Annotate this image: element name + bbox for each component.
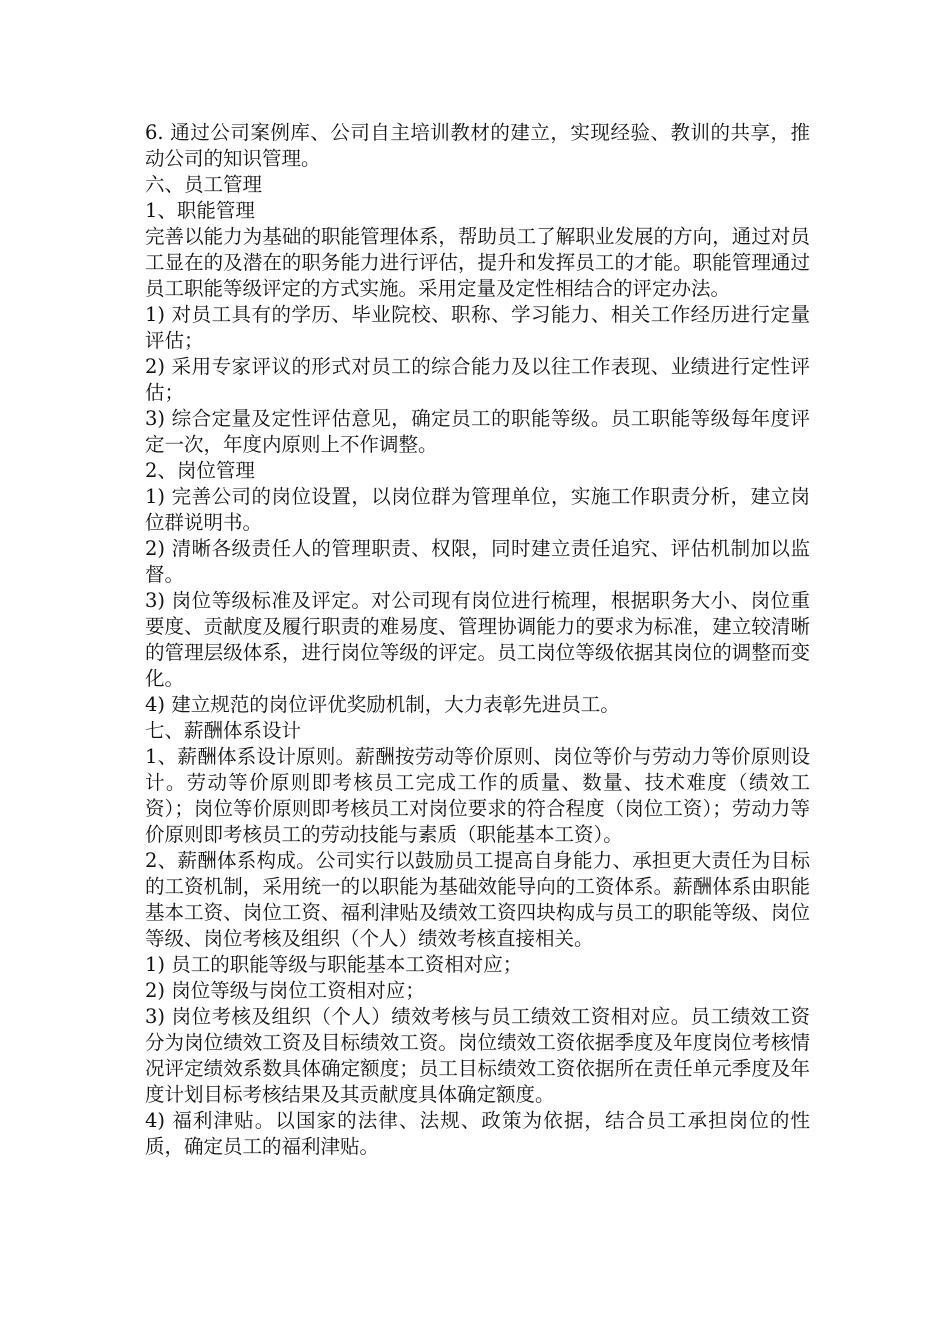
list-item-qualitative-evaluation: 2) 采用专家评议的形式对员工的综合能力及以往工作表现、业绩进行定性评估； bbox=[145, 355, 810, 404]
list-item-position-salary: 2) 岗位等级与岗位工资相对应； bbox=[145, 979, 425, 1002]
list-item-position-setup: 1) 完善公司的岗位设置，以岗位群为管理单位，实施工作职责分析，建立岗位群说明书。 bbox=[145, 485, 810, 534]
list-item-welfare-allowance: 4) 福利津贴。以国家的法律、法规、政策为依据，结合员工承担岗位的性质，确定员工的福利津贴。 bbox=[145, 1109, 810, 1158]
paragraph-compensation-principles: 1、薪酬体系设计原则。薪酬按劳动等价原则、岗位等价与劳动力等价原则设计。劳动等价原则即考核员工完成工作的质量、数量、技术难度（绩效工资）；岗位等价原则即考核员工对岗位要求的符合程度（岗位工资）；劳动力等价原则即考核员工的劳动技能与素质（职能基本工资）。 bbox=[145, 745, 810, 846]
paragraph-knowledge-sharing: 6. 通过公司案例库、公司自主培训教材的建立，实现经验、教训的共享，推动公司的知识管理。 bbox=[145, 121, 810, 170]
heading-employee-management: 六、员工管理 bbox=[145, 173, 263, 196]
list-item-quantitative-evaluation: 1) 对员工具有的学历、毕业院校、职称、学习能力、相关工作经历进行定量评估； bbox=[145, 303, 810, 352]
list-item-performance-salary: 3) 岗位考核及组织（个人）绩效考核与员工绩效工资相对应。员工绩效工资分为岗位绩效工资及目标绩效工资。岗位绩效工资依据季度及年度岗位考核情况评定绩效系数具体确定额度；员工目标绩效工资依据所在责任单元季度及年度计划目标考核结果及其贡献度具体确定额度。 bbox=[145, 1005, 810, 1106]
paragraph-compensation-structure: 2、薪酬体系构成。公司实行以鼓励员工提高自身能力、承担更大责任为目标的工资机制，采用统一的以职能为基础效能导向的工资体系。薪酬体系由职能基本工资、岗位工资、福利津贴及绩效工资四块构成与员工的职能等级、岗位等级、岗位考核及组织（个人）绩效考核直接相关。 bbox=[145, 849, 810, 950]
list-item-function-level: 3) 综合定量及定性评估意见，确定员工的职能等级。员工职能等级每年度评定一次，年度内原则上不作调整。 bbox=[145, 407, 810, 456]
document-page bbox=[145, 120, 810, 1160]
list-item-position-rewards: 4) 建立规范的岗位评优奖励机制，大力表彰先进员工。 bbox=[145, 693, 620, 716]
paragraph-function-management-intro: 完善以能力为基础的职能管理体系，帮助员工了解职业发展的方向，通过对员工显在的及潜在的职务能力进行评估，提升和发挥员工的才能。职能管理通过员工职能等级评定的方式实施。采用定量及定性相结合的评定办法。 bbox=[145, 225, 810, 300]
heading-compensation-design: 七、薪酬体系设计 bbox=[145, 719, 302, 742]
subheading-function-management: 1、职能管理 bbox=[145, 199, 255, 222]
subheading-position-management: 2、岗位管理 bbox=[145, 459, 255, 482]
list-item-position-grading: 3) 岗位等级标准及评定。对公司现有岗位进行梳理，根据职务大小、岗位重要度、贡献度及履行职责的难易度、管理协调能力的要求为标准，建立较清晰的管理层级体系，进行岗位等级的评定。员工岗位等级依据其岗位的调整而变化。 bbox=[145, 589, 810, 690]
list-item-responsibility: 2) 清晰各级责任人的管理职责、权限，同时建立责任追究、评估机制加以监督。 bbox=[145, 537, 810, 586]
list-item-function-salary: 1) 员工的职能等级与职能基本工资相对应； bbox=[145, 953, 523, 976]
